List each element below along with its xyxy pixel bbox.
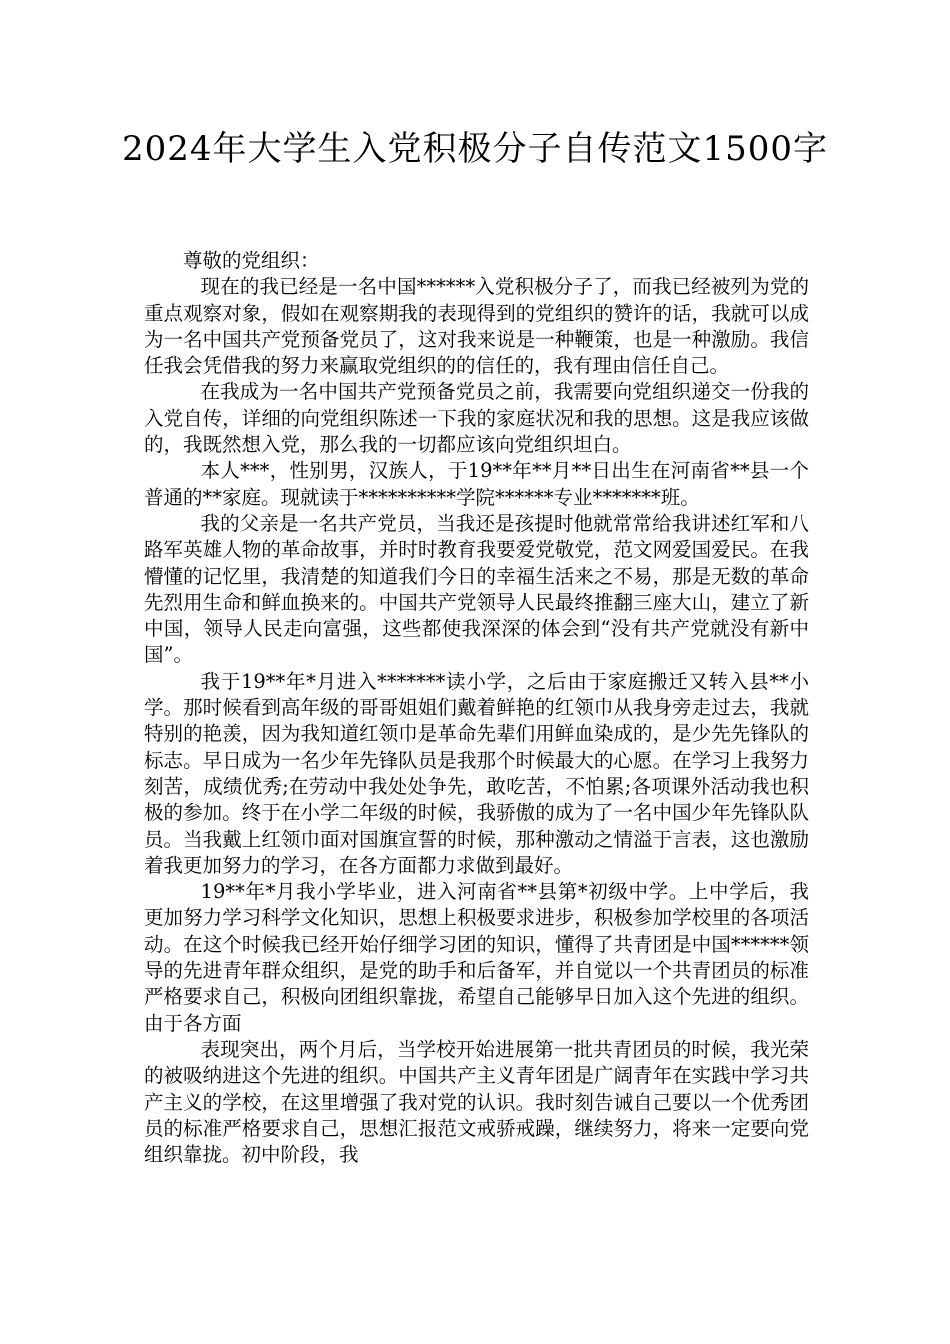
paragraph-2: 在我成为一名中国共产党预备党员之前，我需要向党组织递交一份我的入党自传，详细的向党组织陈述一下我的家庭状况和我的思想。这是我应该做的，我既然想入党，那么我的一切都应该向党组织坦白。 xyxy=(144,380,809,457)
salutation: 尊敬的党组织： xyxy=(183,249,320,272)
document-body xyxy=(144,248,809,1168)
paragraph-1: 现在的我已经是一名中国******入党积极分子了，而我已经被列为党的重点观察对象，假如在观察期我的表现得到的党组织的赞许的话，我就可以成为一名中国共产党预备党员了，这对我来说是一种鞭策，也是一种激励。我信任我会凭借我的努力来赢取党组织的的信任的，我有理由信任自己。 xyxy=(144,275,809,378)
paragraph-7: 表现突出，两个月后，当学校开始进展第一批共青团员的时候，我光荣的被吸纳进这个先进的组织。中国共产主义青年团是广阔青年在实践中学习共产主义的学校，在这里增强了我对党的认识。我时刻告诫自己要以一个优秀团员的标准严格要求自己，思想汇报范文戒骄戒躁，继续努力，将来一定要向党组织靠拢。初中阶段，我 xyxy=(144,1037,809,1167)
document-title: 2024年大学生入党积极分子自传范文1500字 xyxy=(121,129,829,169)
paragraph-6: 19**年*月我小学毕业，进入河南省**县第*初级中学。上中学后，我更加努力学习科学文化知识，思想上积极要求进步，积极参加学校里的各项活动。在这个时候我已经开始仔细学习团的知识，懂得了共青团是中国******领导的先进青年群众组织，是党的助手和后备军，并自觉以一个共青团员的标准严格要求自己，积极向团组织靠拢，希望自己能够早日加入这个先进的组织。由于各方面 xyxy=(144,880,809,1035)
paragraph-4: 我的父亲是一名共产党员，当我还是孩提时他就常常给我讲述红军和八路军英雄人物的革命故事，并时时教育我要爱党敬党，范文网爱国爱民。在我懵懂的记忆里，我清楚的知道我们今日的幸福生活来之不易，那是无数的革命先烈用生命和鲜血换来的。中国共产党领导人民最终推翻三座大山，建立了新中国，领导人民走向富强，这些都使我深深的体会到“没有共产党就没有新中国”。 xyxy=(144,511,809,667)
paragraph-3: 本人***，性别男，汉族人，于19**年**月**日出生在河南省**县一个普通的**家庭。现就读于**********学院******专业*******班。 xyxy=(144,459,809,509)
paragraph-5: 我于19**年*月进入*******读小学，之后由于家庭搬迁又转入县**小学。那时候看到高年级的哥哥姐姐们戴着鲜艳的红领巾从我身旁走过去，我就特别的艳羡，因为我知道红领巾是革命先辈们用鲜血染成的，是少先先锋队的标志。早日成为一名少年先锋队员是我那个时候最大的心愿。在学习上我努力刻苦，成绩优秀;在劳动中我处处争先，敢吃苦，不怕累;各项课外活动我也积极的参加。终于在小学二年级的时候，我骄傲的成为了一名中国少年先锋队队员。当我戴上红领巾面对国旗宣誓的时候，那种激动之情溢于言表，这也激励着我更加努力的学习，在各方面都力求做到最好。 xyxy=(144,669,809,877)
